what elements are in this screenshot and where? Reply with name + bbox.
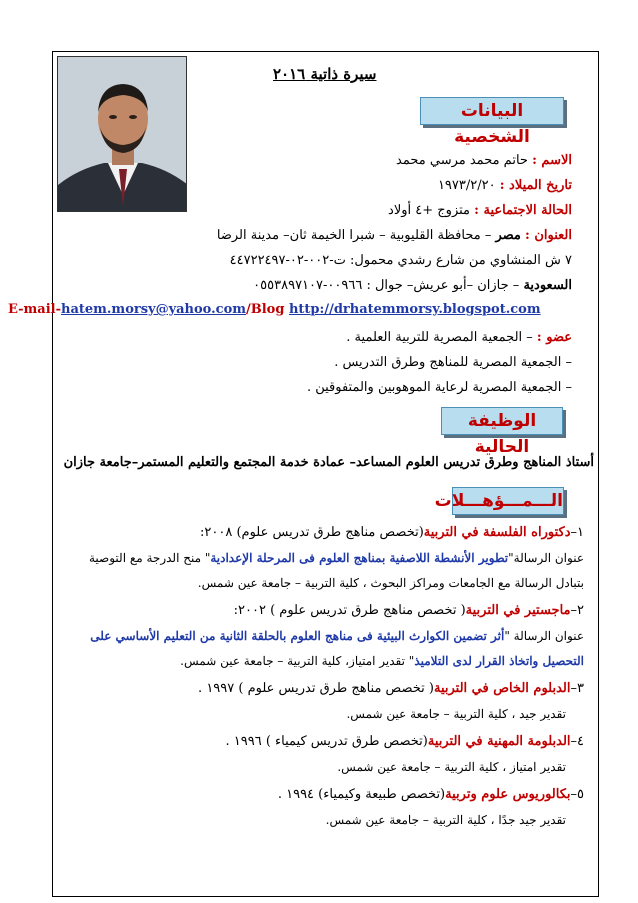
professional-diploma-grade: تقدير امتياز ، كلية التربية – جامعة عين شمس. xyxy=(337,760,566,774)
address-label: العنوان : xyxy=(525,228,572,243)
address-row xyxy=(217,228,572,243)
thesis-suffix: " تقدير امتياز، كلية التربية – جامعة عين شمس. xyxy=(180,654,415,668)
ksa-row xyxy=(253,278,572,293)
qualification-title: بكالوريوس علوم وتربية xyxy=(445,787,571,802)
membership-row xyxy=(346,330,572,345)
section-qualifications-heading: الـــمـــؤهـــلات xyxy=(452,487,564,515)
section-personal-heading: البيانات الشخصية xyxy=(420,97,564,125)
ksa-country: السعودية xyxy=(523,278,572,293)
qualification-number: ٥– xyxy=(570,787,584,802)
membership-item: – الجمعية المصرية للمناهج وطرق التدريس . xyxy=(334,355,572,370)
current-job: أستاذ المناهج وطرق تدريس العلوم المساعد– عمادة خدمة المجتمع والتعليم المستمر–جامعة جازان xyxy=(63,455,594,470)
phd-thesis-line xyxy=(89,551,584,565)
membership-label: عضو : xyxy=(536,330,572,345)
address-line2: ٧ ش المنشاوي من شارع رشدي محمول: ت-٠٠٢-٠٢-٤٤٧٢٢٤٩٧ xyxy=(229,253,572,268)
qualification-detail: (تخصص طرق تدريس كيمياء ) ١٩٩٦ . xyxy=(225,734,428,749)
qualification-detail: ( تخصص مناهج طرق تدريس علوم ) ٢٠٠٢: xyxy=(233,603,466,618)
qualification-bachelor xyxy=(278,787,584,802)
qualification-detail: ( تخصص مناهج طرق تدريس علوم ) ١٩٩٧ . xyxy=(198,681,434,696)
page-title: سيرة ذاتية ٢٠١٦ xyxy=(273,65,377,83)
thesis-title-cont: التحصيل واتخاذ القرار لدى التلاميذ xyxy=(414,654,584,668)
qualification-number: ٢– xyxy=(570,603,584,618)
name-label: الاسم : xyxy=(532,153,572,168)
membership-item: – الجمعية المصرية لرعاية الموهوبين والمتفوقين . xyxy=(306,380,572,395)
marital-value: متزوج +٤ أولاد xyxy=(388,203,471,218)
profile-photo xyxy=(57,56,187,212)
qualification-title: دكتوراه الفلسفة في التربية xyxy=(423,525,571,540)
qualification-number: ٤– xyxy=(570,734,584,749)
qualification-masters xyxy=(234,603,584,618)
section-job-heading: الوظيفة الحالية xyxy=(441,407,563,435)
thesis-prefix: عنوان الرسالة " xyxy=(504,629,584,643)
qualification-professional-diploma xyxy=(225,734,584,749)
phd-thesis-line3: بتبادل الرسالة مع الجامعات ومراكز البحوث ، كلية التربية – جامعة عين شمس. xyxy=(197,576,584,590)
ksa-value: – جازان –أبو عريش– جوال : ٠٠٩٦٦-٠٥٥٣٨٩٧١٠٧ xyxy=(253,278,520,293)
blog-link[interactable]: http://drhatemmorsy.blogspot.com xyxy=(288,302,541,317)
blog-prefix: /Blog xyxy=(246,302,289,317)
qualification-detail: (تخصص طبيعة وكيمياء) ١٩٩٤ . xyxy=(277,787,446,802)
thesis-prefix: عنوان الرسالة" xyxy=(508,551,584,565)
bachelor-grade: تقدير جيد جدًا ، كلية التربية – جامعة عين شمس. xyxy=(325,813,566,827)
qualification-number: ١– xyxy=(570,525,584,540)
email-prefix: E-mail- xyxy=(8,302,61,317)
thesis-title: أثر تضمين الكوارث البيئية فى مناهج العلوم بالحلقة الثانية من التعليم الأساسي على xyxy=(90,629,505,643)
portrait-image xyxy=(58,57,187,212)
qualification-phd xyxy=(200,525,584,540)
name-value: حاتم محمد مرسي محمد xyxy=(396,153,528,168)
thesis-title: تطوير الأنشطة اللاصفية بمناهج العلوم فى المرحلة الإعدادية xyxy=(210,551,509,565)
qualification-title: ماجستير في التربية xyxy=(465,603,571,618)
special-diploma-grade: تقدير جيد ، كلية التربية – جامعة عين شمس. xyxy=(346,707,566,721)
qualification-title: الدبلومة المهنية في التربية xyxy=(427,734,571,749)
marital-label: الحالة الاجتماعية : xyxy=(474,203,572,218)
address-country: مصر xyxy=(495,228,521,243)
email-link[interactable]: hatem.morsy@yahoo.com xyxy=(61,302,246,317)
contact-line xyxy=(8,302,541,317)
address-value: – محافظة القليوبية – شبرا الخيمة ثان– مدينة الرضا xyxy=(216,228,492,243)
masters-thesis-line xyxy=(90,629,584,643)
masters-thesis-line2 xyxy=(180,654,584,668)
dob-value: ١٩٧٣/٢/٢٠ xyxy=(437,178,496,193)
marital-row xyxy=(388,203,572,218)
membership-item: – الجمعية المصرية للتربية العلمية . xyxy=(346,330,533,345)
qualification-title: الدبلوم الخاص في التربية xyxy=(433,681,571,696)
dob-row xyxy=(438,178,572,193)
name-row xyxy=(396,153,572,168)
qualification-detail: (تخصص مناهج طرق تدريس علوم) ٢٠٠٨: xyxy=(200,525,424,540)
dob-label: تاريخ الميلاد : xyxy=(499,178,572,193)
qualification-special-diploma xyxy=(198,681,584,696)
qualification-number: ٣– xyxy=(570,681,584,696)
thesis-suffix: " منح الدرجة مع التوصية xyxy=(88,551,211,565)
